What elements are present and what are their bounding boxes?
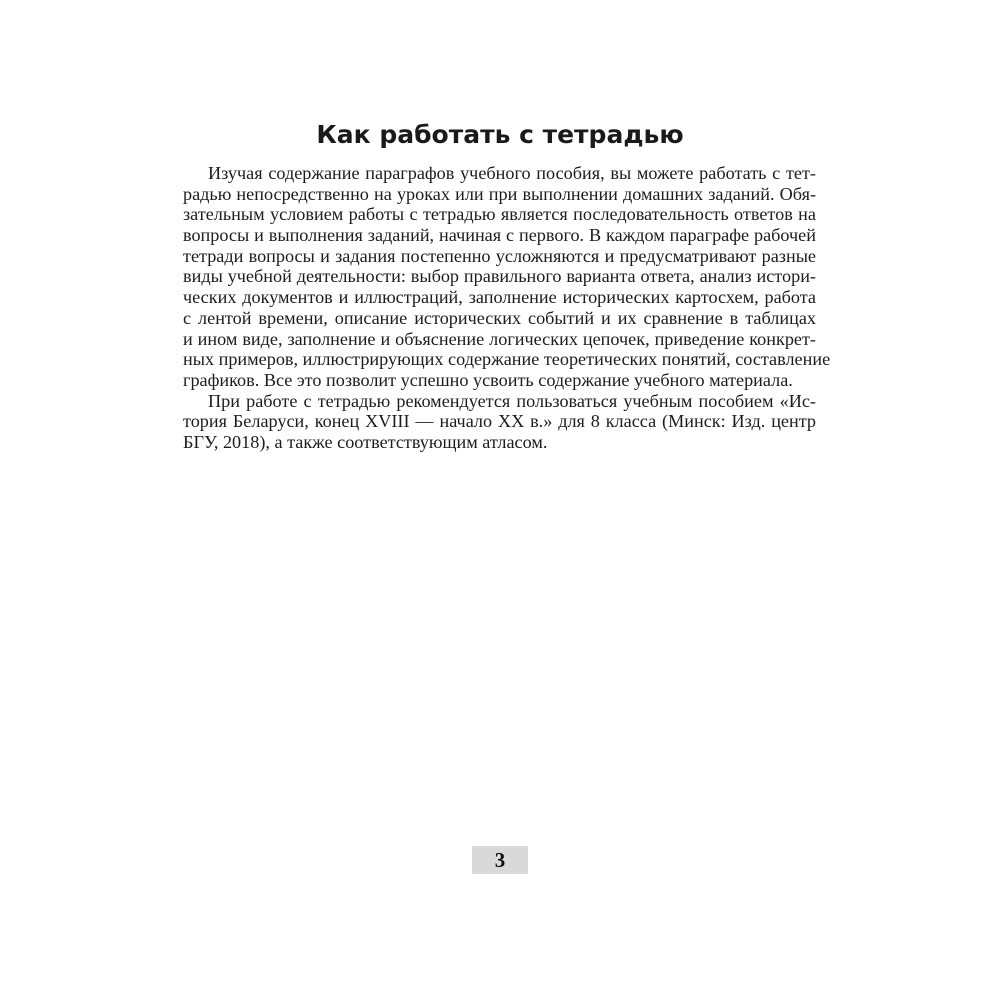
- text-line: виды учебной деятельности: выбор правильного варианта ответа, анализ истори-: [183, 266, 816, 287]
- text-line: ных примеров, иллюстрирующих содержание теоретических понятий, составление: [183, 349, 831, 370]
- body-text: [183, 163, 831, 453]
- text-line: вопросы и выполнения заданий, начиная с первого. В каждом параграфе рабочей: [183, 225, 816, 246]
- paragraph-2: [183, 391, 816, 453]
- text-line: Изучая содержание параграфов учебного пособия, вы можете работать с тет-: [208, 163, 816, 183]
- text-line: графиков. Все это позволит успешно усвоить содержание учебного материала.: [183, 369, 793, 390]
- text-line: тория Беларуси, конец XVIII — начало XX в.» для 8 класса (Минск: Изд. центр: [183, 411, 816, 432]
- text-line: При работе с тетрадью рекомендуется пользоваться учебным пособием «Ис-: [208, 390, 816, 411]
- page-number: 3: [494, 847, 506, 872]
- text-line: с лентой времени, описание исторических событий и их сравнение в таблицах: [183, 307, 816, 328]
- text-line: радью непосредственно на уроках или при выполнении домашних заданий. Обя-: [183, 183, 816, 204]
- text-line: ческих документов и иллюстраций, заполнение исторических картосхем, работа: [183, 287, 816, 308]
- text-line: БГУ, 2018), а также соответствующим атласом.: [183, 431, 548, 452]
- paragraph-1: [183, 163, 831, 391]
- page-number-badge: [472, 846, 528, 874]
- text-line: зательным условием работы с тетрадью является последовательность ответов на: [183, 204, 816, 225]
- page-title: Как работать с тетрадью: [316, 120, 684, 149]
- text-line: и ином виде, заполнение и объяснение логических цепочек, приведение конкрет-: [183, 328, 816, 349]
- text-line: тетради вопросы и задания постепенно усложняются и предусматривают разные: [183, 245, 816, 266]
